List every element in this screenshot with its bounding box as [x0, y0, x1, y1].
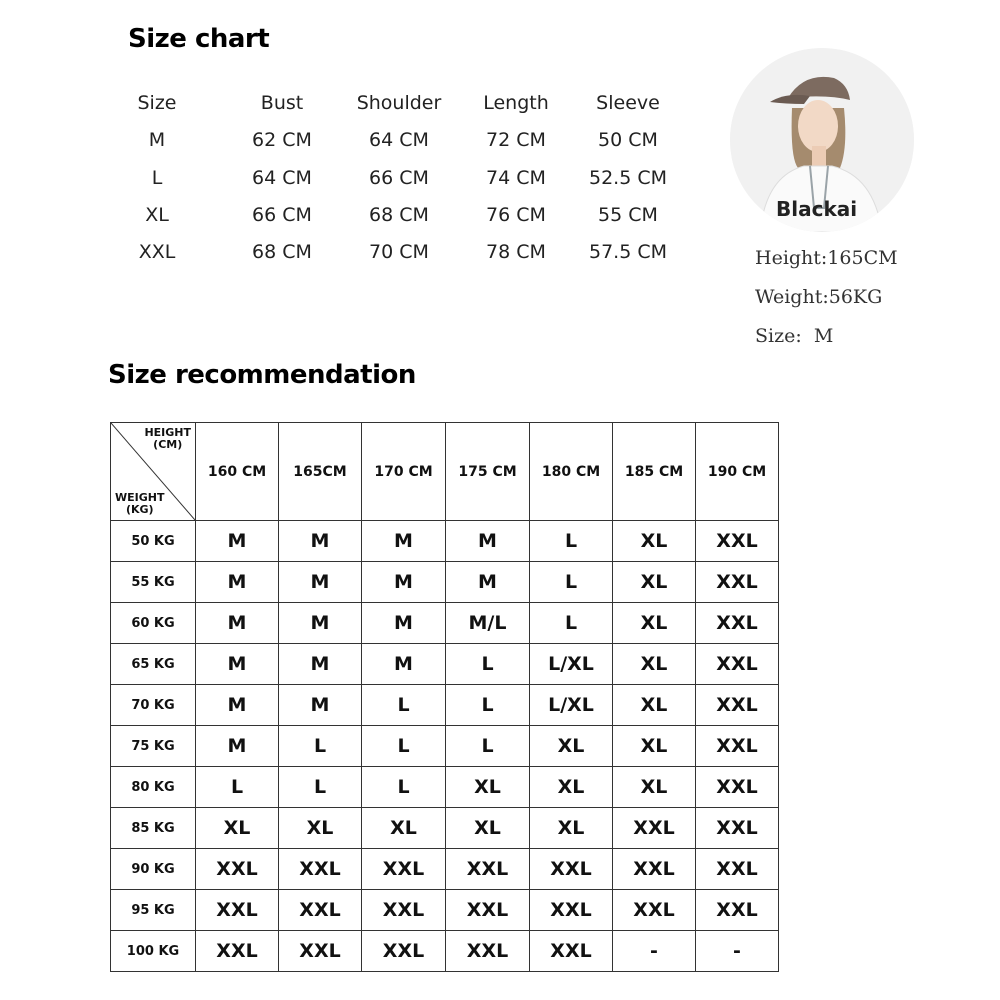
size-cell: XL: [446, 767, 530, 808]
size-cell: XL: [362, 808, 446, 849]
size-chart-cell: 50 CM: [598, 129, 658, 151]
size-cell: XXL: [530, 931, 613, 972]
size-cell: XXL: [362, 849, 446, 890]
size-cell: XL: [279, 808, 362, 849]
size-cell: XL: [530, 726, 613, 767]
size-cell: XXL: [446, 849, 530, 890]
weight-label: 60 KG: [111, 603, 196, 644]
size-chart-cell: XL: [145, 204, 169, 226]
table-row: [111, 767, 779, 808]
size-cell: XXL: [696, 808, 779, 849]
size-chart-title: Size chart: [128, 24, 270, 54]
table-row: [111, 726, 779, 767]
corner-cell: [111, 423, 196, 521]
size-chart-cell: L: [151, 167, 163, 189]
size-cell: L: [530, 562, 613, 603]
weight-label: 95 KG: [111, 890, 196, 931]
size-cell: XXL: [196, 849, 279, 890]
model-height: Height:165CM: [755, 247, 898, 269]
size-chart-cell: 68 CM: [369, 204, 429, 226]
size-cell: M/L: [446, 603, 530, 644]
size-chart-cell: 66 CM: [369, 167, 429, 189]
size-cell: M: [196, 644, 279, 685]
table-row: [111, 931, 779, 972]
size-cell: XL: [613, 685, 696, 726]
size-cell: L: [196, 767, 279, 808]
size-cell: XXL: [613, 890, 696, 931]
size-chart-cell: 70 CM: [369, 241, 429, 263]
weight-label: 55 KG: [111, 562, 196, 603]
size-cell: L: [446, 644, 530, 685]
size-cell: M: [446, 521, 530, 562]
table-row: [111, 849, 779, 890]
size-cell: M: [196, 562, 279, 603]
weight-label: 50 KG: [111, 521, 196, 562]
size-cell: XXL: [279, 849, 362, 890]
size-cell: L: [362, 685, 446, 726]
size-cell: XL: [613, 603, 696, 644]
size-cell: M: [196, 685, 279, 726]
weight-label: 70 KG: [111, 685, 196, 726]
size-cell: L: [279, 726, 362, 767]
size-chart-header: Bust: [260, 92, 304, 114]
size-cell: XL: [613, 562, 696, 603]
model-photo: [730, 48, 914, 232]
size-chart-cell: 66 CM: [252, 204, 312, 226]
size-recommendation-title: Size recommendation: [108, 360, 416, 390]
size-chart-cell: 57.5 CM: [588, 241, 667, 263]
size-cell: XXL: [696, 603, 779, 644]
size-chart-cell: XXL: [138, 241, 176, 263]
size-chart-cell: 64 CM: [252, 167, 312, 189]
size-cell: XXL: [530, 849, 613, 890]
weight-label: 85 KG: [111, 808, 196, 849]
size-cell: XXL: [362, 890, 446, 931]
table-row: [111, 562, 779, 603]
size-cell: L: [446, 726, 530, 767]
size-chart-header: Length: [483, 92, 549, 114]
size-cell: L: [279, 767, 362, 808]
height-header: 165CM: [279, 423, 362, 521]
size-chart-cell: 68 CM: [252, 241, 312, 263]
size-cell: L/XL: [530, 644, 613, 685]
size-cell: XXL: [530, 890, 613, 931]
table-header-row: [111, 423, 779, 521]
weight-label: 65 KG: [111, 644, 196, 685]
model-size: Size: M: [755, 325, 834, 347]
size-cell: M: [446, 562, 530, 603]
table-row: [111, 808, 779, 849]
size-cell: XXL: [696, 685, 779, 726]
size-chart-cell: 78 CM: [486, 241, 546, 263]
size-cell: M: [362, 521, 446, 562]
size-cell: XL: [196, 808, 279, 849]
height-axis-label: HEIGHT (CM): [144, 426, 191, 451]
size-chart-cell: 62 CM: [252, 129, 312, 151]
size-chart-cell: 52.5 CM: [588, 167, 667, 189]
size-cell: XXL: [696, 890, 779, 931]
size-cell: L: [530, 603, 613, 644]
table-row: [111, 890, 779, 931]
size-cell: XXL: [613, 808, 696, 849]
size-cell: XL: [530, 767, 613, 808]
size-cell: XXL: [279, 931, 362, 972]
size-cell: XXL: [196, 890, 279, 931]
size-cell: XXL: [196, 931, 279, 972]
size-chart-cell: 76 CM: [486, 204, 546, 226]
size-cell: M: [279, 603, 362, 644]
size-cell: M: [362, 644, 446, 685]
weight-axis-label: WEIGHT (KG): [115, 491, 165, 516]
size-cell: -: [613, 931, 696, 972]
size-chart-cell: 74 CM: [486, 167, 546, 189]
size-cell: XXL: [696, 521, 779, 562]
size-cell: XXL: [613, 849, 696, 890]
height-header: 175 CM: [446, 423, 530, 521]
size-cell: XL: [613, 644, 696, 685]
size-cell: M: [279, 685, 362, 726]
size-cell: XXL: [696, 767, 779, 808]
size-cell: -: [696, 931, 779, 972]
shirt-print-text: Blackai: [776, 197, 858, 221]
size-cell: M: [196, 726, 279, 767]
table-row: [111, 644, 779, 685]
size-chart-header: Sleeve: [596, 92, 660, 114]
size-cell: L/XL: [530, 685, 613, 726]
weight-label: 80 KG: [111, 767, 196, 808]
size-cell: L: [530, 521, 613, 562]
size-cell: M: [362, 562, 446, 603]
table-row: [111, 521, 779, 562]
size-cell: XXL: [696, 849, 779, 890]
size-cell: M: [196, 521, 279, 562]
size-cell: M: [279, 562, 362, 603]
size-cell: XXL: [696, 726, 779, 767]
height-header: 185 CM: [613, 423, 696, 521]
size-cell: M: [362, 603, 446, 644]
size-cell: XXL: [279, 890, 362, 931]
height-header: 190 CM: [696, 423, 779, 521]
size-cell: L: [446, 685, 530, 726]
size-chart-header: Size: [137, 92, 177, 114]
size-chart-cell: 72 CM: [486, 129, 546, 151]
size-cell: M: [279, 521, 362, 562]
weight-label: 75 KG: [111, 726, 196, 767]
size-chart-cell: M: [148, 129, 166, 151]
size-cell: L: [362, 726, 446, 767]
size-cell: XXL: [696, 562, 779, 603]
size-chart-cell: 55 CM: [598, 204, 658, 226]
weight-label: 100 KG: [111, 931, 196, 972]
size-cell: XL: [613, 521, 696, 562]
size-cell: XXL: [446, 931, 530, 972]
size-cell: XL: [530, 808, 613, 849]
size-cell: M: [279, 644, 362, 685]
size-cell: XL: [613, 767, 696, 808]
table-row: [111, 685, 779, 726]
size-cell: XXL: [362, 931, 446, 972]
size-chart-cell: 64 CM: [369, 129, 429, 151]
size-cell: XXL: [696, 644, 779, 685]
size-cell: L: [362, 767, 446, 808]
weight-label: 90 KG: [111, 849, 196, 890]
size-chart-header: Shoulder: [356, 92, 442, 114]
height-header: 160 CM: [196, 423, 279, 521]
table-row: [111, 603, 779, 644]
size-recommendation-table: [110, 422, 779, 972]
size-cell: XL: [446, 808, 530, 849]
height-header: 170 CM: [362, 423, 446, 521]
size-cell: XL: [613, 726, 696, 767]
model-weight: Weight:56KG: [755, 286, 883, 308]
size-cell: XXL: [446, 890, 530, 931]
height-header: 180 CM: [530, 423, 613, 521]
size-cell: M: [196, 603, 279, 644]
